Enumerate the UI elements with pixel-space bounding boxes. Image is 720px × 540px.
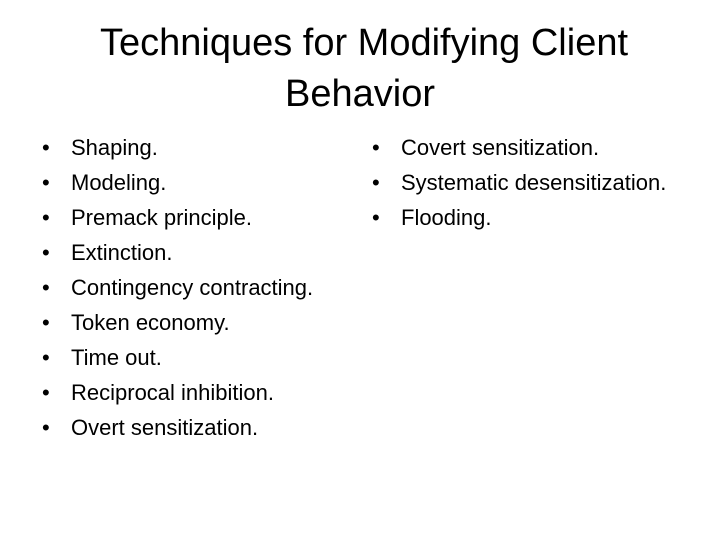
list-item-text: Reciprocal inhibition.	[71, 380, 274, 405]
list-item-flooding	[356, 200, 676, 235]
bullet-icon: •	[42, 275, 50, 300]
bullet-icon: •	[42, 240, 50, 265]
list-item-text: Time out.	[71, 345, 162, 370]
list-item-contingency-contracting	[0, 270, 330, 305]
list-item-modeling	[0, 165, 330, 200]
slide-title-line-1: Techniques for Modifying Client	[99, 22, 629, 64]
list-item-reciprocal-inhibition	[0, 375, 330, 410]
list-item-text: Overt sensitization.	[71, 415, 259, 440]
bullet-icon: •	[372, 205, 380, 230]
list-item-token-economy	[0, 305, 330, 340]
bullet-icon: •	[42, 135, 50, 160]
list-item-text: Systematic desensitization.	[401, 170, 667, 195]
bullet-icon: •	[372, 170, 380, 195]
list-item-text: Contingency contracting.	[71, 275, 314, 300]
list-item-time-out	[0, 340, 330, 375]
bullet-icon: •	[42, 415, 50, 440]
bullet-icon: •	[42, 205, 50, 230]
list-item-extinction	[0, 235, 330, 270]
list-item-text: Covert sensitization.	[401, 135, 600, 160]
slide-title	[40, 18, 680, 120]
list-item-premack-principle	[0, 200, 330, 235]
bullet-icon: •	[42, 170, 50, 195]
list-item-systematic-desensitization	[356, 165, 676, 200]
list-item-text: Modeling.	[71, 170, 167, 195]
list-item-text: Premack principle.	[71, 205, 252, 230]
list-item-text: Extinction.	[71, 240, 173, 265]
bullet-icon: •	[372, 135, 380, 160]
list-item-text: Flooding.	[401, 205, 492, 230]
list-item-overt-sensitization	[0, 410, 330, 445]
bullet-icon: •	[42, 345, 50, 370]
list-item-shaping	[0, 130, 330, 165]
list-item-covert-sensitization	[356, 130, 676, 165]
list-item-text: Token economy.	[71, 310, 230, 335]
bullet-icon: •	[42, 380, 50, 405]
right-bullet-list	[356, 130, 676, 235]
slide-title-line-2: Behavior	[285, 73, 435, 115]
left-bullet-list	[0, 130, 330, 445]
list-item-text: Shaping.	[71, 135, 158, 160]
bullet-icon: •	[42, 310, 50, 335]
